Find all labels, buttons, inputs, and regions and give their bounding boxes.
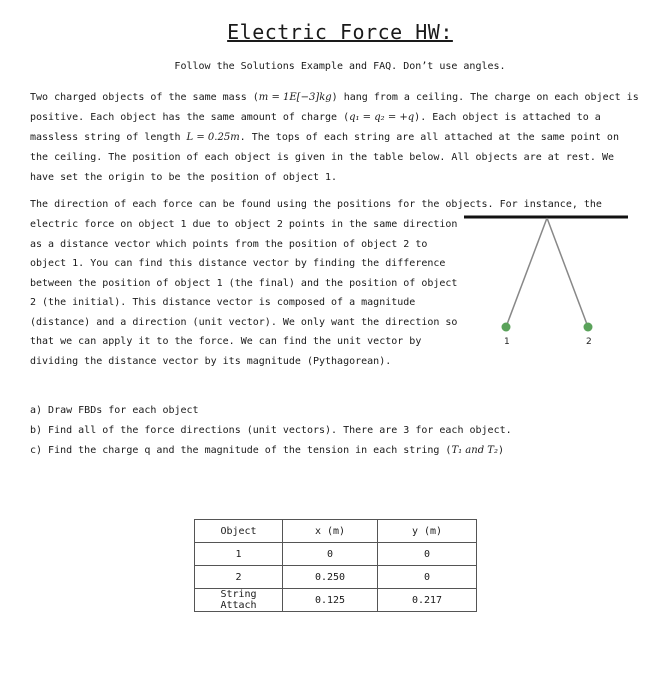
table-cell: 0.217 xyxy=(378,589,477,612)
task-b: b) Find all of the force directions (unit vectors). There are 3 for each object. xyxy=(30,425,512,436)
header-x: x (m) xyxy=(283,520,378,543)
page-title: Electric Force HW: xyxy=(227,20,453,44)
instructions-subtitle: Follow the Solutions Example and FAQ. Don’t use angles. xyxy=(174,61,506,72)
tension-symbols: T₁ and T₂ xyxy=(451,445,498,456)
task-c-end: ) xyxy=(497,445,504,456)
length-expression: L = 0.25m xyxy=(186,132,240,143)
table-cell: 0.125 xyxy=(283,589,378,612)
table-cell: 1 xyxy=(195,543,283,566)
table-cell: 0 xyxy=(378,543,477,566)
table-cell: String Attach xyxy=(195,589,283,612)
task-a: a) Draw FBDs for each object xyxy=(30,405,199,416)
string-1 xyxy=(506,218,547,327)
task-c xyxy=(30,441,630,461)
table-row xyxy=(195,543,477,566)
hanging-charges-diagram xyxy=(462,208,632,353)
object-2-ball xyxy=(584,323,593,332)
task-c-text: c) Find the charge q and the magnitude of the tension in each string ( xyxy=(30,445,452,456)
table-cell: 2 xyxy=(195,566,283,589)
direction-paragraph-first-line: The direction of each force can be found using the positions for the objects. For instance, the xyxy=(30,199,602,210)
object-2-label: 2 xyxy=(586,337,592,347)
table-cell: 0.250 xyxy=(283,566,378,589)
charge-expression: q₁ = q₂ = +q xyxy=(349,112,415,123)
para1-text-1: Two charged objects of the same mass ( xyxy=(30,92,259,103)
para1-text-3: ). Each object is attached to a massless string of length xyxy=(30,112,601,143)
mass-expression: m = 1E[−3]kg xyxy=(258,92,332,103)
header-object: Object xyxy=(195,520,283,543)
table-row xyxy=(195,589,477,612)
object-1-ball xyxy=(502,323,511,332)
problem-description xyxy=(30,88,642,188)
task-list xyxy=(30,401,630,461)
string-2 xyxy=(547,218,588,327)
positions-table xyxy=(194,519,477,612)
direction-paragraph: electric force on object 1 due to object 2 points in the same direction as a distance vector which points from the position of object 2 to object 1. You can find this distance vector by finding the difference between the position of object 1 (the final) and the position of object 2 (the initial). This distance vector is composed of a magnitude (distance) and a direction (unit vector). We only want the direction so that we can apply it to the force. We can find the unit vector by dividing the distance vector by its magnitude (Pythagorean). xyxy=(30,219,458,367)
object-1-label: 1 xyxy=(504,337,510,347)
table-cell: 0 xyxy=(378,566,477,589)
table-cell: 0 xyxy=(283,543,378,566)
para1-text-4: . The tops of each string are all attached at the same point on the ceiling. The position of each object is given in the table below. All objects are at rest. We have set the origin to be the position of object 1. xyxy=(30,132,619,183)
header-y: y (m) xyxy=(378,520,477,543)
table-header-row xyxy=(195,520,477,543)
para1-text-2: ) hang from a ceiling. The charge on each object is positive. Each object has the same amount of charge ( xyxy=(30,92,639,123)
table-row xyxy=(195,566,477,589)
